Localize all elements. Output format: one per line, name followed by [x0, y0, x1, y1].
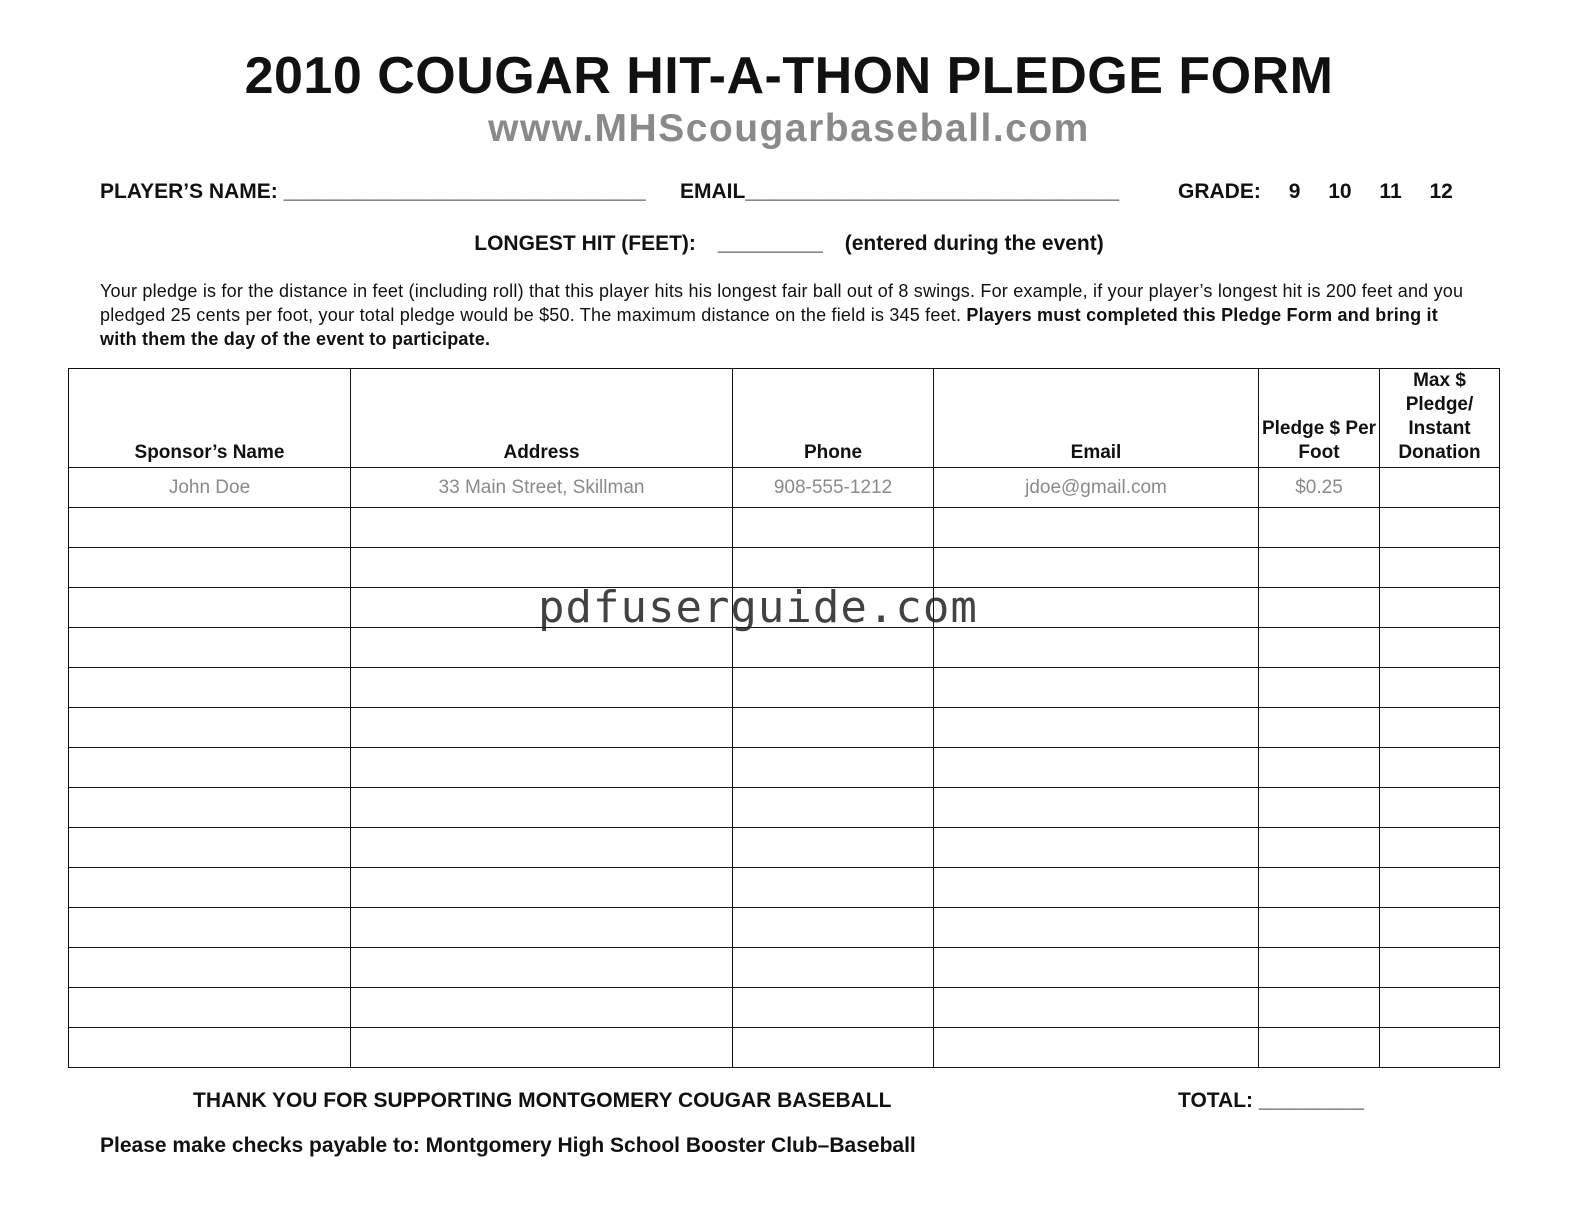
header-email: Email — [934, 369, 1259, 468]
table-cell[interactable] — [351, 788, 733, 828]
table-cell[interactable] — [1380, 668, 1500, 708]
table-row — [69, 468, 1500, 508]
grade-option: 9 — [1288, 180, 1301, 203]
table-cell[interactable] — [69, 508, 351, 548]
table-row — [69, 668, 1500, 708]
table-cell[interactable] — [69, 548, 351, 588]
table-row — [69, 628, 1500, 668]
table-cell[interactable] — [1380, 948, 1500, 988]
table-cell[interactable] — [1380, 708, 1500, 748]
table-cell[interactable] — [1380, 788, 1500, 828]
table-cell[interactable] — [69, 988, 351, 1028]
grade-label: GRADE: — [1178, 180, 1261, 203]
table-cell[interactable] — [934, 1028, 1259, 1068]
table-row — [69, 948, 1500, 988]
table-cell[interactable] — [351, 1028, 733, 1068]
table-cell[interactable] — [733, 988, 934, 1028]
table-cell[interactable] — [1259, 548, 1380, 588]
longest-hit-label: LONGEST HIT (FEET): — [474, 232, 696, 255]
table-cell[interactable] — [351, 668, 733, 708]
table-cell[interactable]: jdoe@gmail.com — [934, 468, 1259, 508]
table-cell[interactable] — [1380, 468, 1500, 508]
table-cell[interactable] — [1259, 628, 1380, 668]
table-cell[interactable] — [1380, 868, 1500, 908]
table-cell[interactable] — [733, 748, 934, 788]
longest-hit-note: (entered during the event) — [844, 232, 1104, 255]
table-header-row — [69, 369, 1500, 468]
table-row — [69, 508, 1500, 548]
table-cell[interactable] — [1380, 828, 1500, 868]
table-cell[interactable] — [1380, 1028, 1500, 1068]
table-cell[interactable] — [1380, 508, 1500, 548]
table-cell[interactable] — [1259, 828, 1380, 868]
table-cell[interactable] — [1380, 628, 1500, 668]
table-row — [69, 868, 1500, 908]
table-cell[interactable] — [1380, 548, 1500, 588]
table-cell[interactable] — [1259, 948, 1380, 988]
table-cell[interactable] — [1380, 588, 1500, 628]
table-cell[interactable] — [1259, 908, 1380, 948]
table-cell[interactable] — [934, 708, 1259, 748]
grade-option: 11 — [1379, 180, 1402, 203]
grade-option: 12 — [1429, 180, 1453, 203]
table-cell[interactable] — [351, 908, 733, 948]
table-cell[interactable] — [733, 868, 934, 908]
table-cell[interactable] — [934, 588, 1259, 628]
table-cell[interactable] — [1259, 748, 1380, 788]
table-cell[interactable] — [69, 628, 351, 668]
grade-option: 10 — [1328, 180, 1352, 203]
table-cell[interactable] — [1259, 1028, 1380, 1068]
table-row — [69, 788, 1500, 828]
table-cell[interactable] — [934, 948, 1259, 988]
table-cell[interactable] — [1259, 588, 1380, 628]
table-cell[interactable]: $0.25 — [1259, 468, 1380, 508]
table-cell[interactable] — [69, 868, 351, 908]
table-cell[interactable] — [1380, 908, 1500, 948]
table-cell[interactable] — [733, 788, 934, 828]
instructions-paragraph — [100, 279, 1470, 351]
table-cell[interactable] — [1380, 988, 1500, 1028]
table-cell[interactable] — [351, 748, 733, 788]
table-row — [69, 708, 1500, 748]
table-cell[interactable] — [351, 868, 733, 908]
table-cell[interactable] — [1259, 668, 1380, 708]
table-cell[interactable] — [1259, 788, 1380, 828]
table-cell[interactable]: 908-555-1212 — [733, 468, 934, 508]
table-body — [69, 468, 1500, 1068]
table-row — [69, 908, 1500, 948]
instructions-text: Your pledge is for the distance in feet (including roll) that this player hits his longest fair ball out of 8 swings. For example, if your player’s longest hit is 200 feet and you pledged 25 cents per foot, your total pledge would be $50. The maximum distance on the field is 345 feet. — [100, 281, 1464, 325]
table-cell[interactable] — [1259, 868, 1380, 908]
player-email-label: EMAIL________________________________ — [680, 180, 1120, 203]
table-cell[interactable] — [934, 668, 1259, 708]
header-sponsor-name: Sponsor’s Name — [69, 369, 351, 468]
table-cell[interactable] — [733, 508, 934, 548]
table-cell[interactable] — [934, 548, 1259, 588]
table-cell[interactable] — [69, 788, 351, 828]
pledge-table — [68, 368, 1500, 1068]
table-cell[interactable]: 33 Main Street, Skillman — [351, 468, 733, 508]
table-cell[interactable] — [351, 828, 733, 868]
table-row — [69, 1028, 1500, 1068]
table-cell[interactable] — [733, 908, 934, 948]
player-info-line — [100, 180, 1480, 204]
watermark: pdfuserguide.com — [538, 582, 978, 633]
table-cell[interactable] — [351, 708, 733, 748]
table-cell[interactable] — [733, 828, 934, 868]
table-cell[interactable] — [733, 628, 934, 668]
table-cell[interactable] — [934, 628, 1259, 668]
header-max-pledge: Max $ Pledge/ Instant Donation — [1380, 369, 1500, 468]
table-cell[interactable]: John Doe — [69, 468, 351, 508]
table-cell[interactable] — [733, 1028, 934, 1068]
table-row — [69, 988, 1500, 1028]
table-cell[interactable] — [733, 708, 934, 748]
header-address: Address — [351, 369, 733, 468]
table-cell[interactable] — [934, 748, 1259, 788]
table-cell[interactable] — [69, 828, 351, 868]
table-cell[interactable] — [1259, 708, 1380, 748]
table-cell[interactable] — [1259, 508, 1380, 548]
table-cell[interactable] — [69, 908, 351, 948]
table-cell[interactable] — [934, 508, 1259, 548]
table-cell[interactable] — [1380, 748, 1500, 788]
table-cell[interactable] — [351, 508, 733, 548]
header-phone: Phone — [733, 369, 934, 468]
table-row — [69, 748, 1500, 788]
longest-hit-line — [0, 232, 1578, 256]
header-pledge-per-foot: Pledge $ Per Foot — [1259, 369, 1380, 468]
table-cell[interactable] — [934, 828, 1259, 868]
table-cell[interactable] — [69, 668, 351, 708]
table-cell[interactable] — [69, 1028, 351, 1068]
table-cell[interactable] — [69, 708, 351, 748]
table-cell[interactable] — [733, 668, 934, 708]
instructions-bold-text: Players must completed this Pledge Form and bring it with them the day of the event to participate. — [100, 305, 1438, 349]
table-cell[interactable] — [69, 948, 351, 988]
table-cell[interactable] — [351, 628, 733, 668]
table-cell[interactable] — [1259, 988, 1380, 1028]
form-title: 2010 COUGAR HIT-A-THON PLEDGE FORM — [244, 47, 1334, 105]
table-cell[interactable] — [351, 948, 733, 988]
table-cell[interactable] — [934, 788, 1259, 828]
table-cell[interactable] — [934, 868, 1259, 908]
table-cell[interactable] — [351, 988, 733, 1028]
table-row — [69, 828, 1500, 868]
longest-hit-blank: _________ — [717, 232, 823, 255]
table-cell[interactable] — [934, 988, 1259, 1028]
table-cell[interactable] — [934, 908, 1259, 948]
player-name-label: PLAYER’S NAME: _______________________________ — [100, 180, 646, 203]
thank-you-text: THANK YOU FOR SUPPORTING MONTGOMERY COUGAR BASEBALL — [193, 1089, 892, 1112]
table-cell[interactable] — [69, 588, 351, 628]
table-cell[interactable] — [733, 948, 934, 988]
table-cell[interactable] — [69, 748, 351, 788]
grade-options — [1178, 180, 1453, 204]
checks-payable-text: Please make checks payable to: Montgomery High School Booster Club–Baseball — [100, 1134, 916, 1157]
total-label: TOTAL: _________ — [1178, 1089, 1364, 1112]
website-url: www.MHScougarbaseball.com — [488, 107, 1090, 150]
